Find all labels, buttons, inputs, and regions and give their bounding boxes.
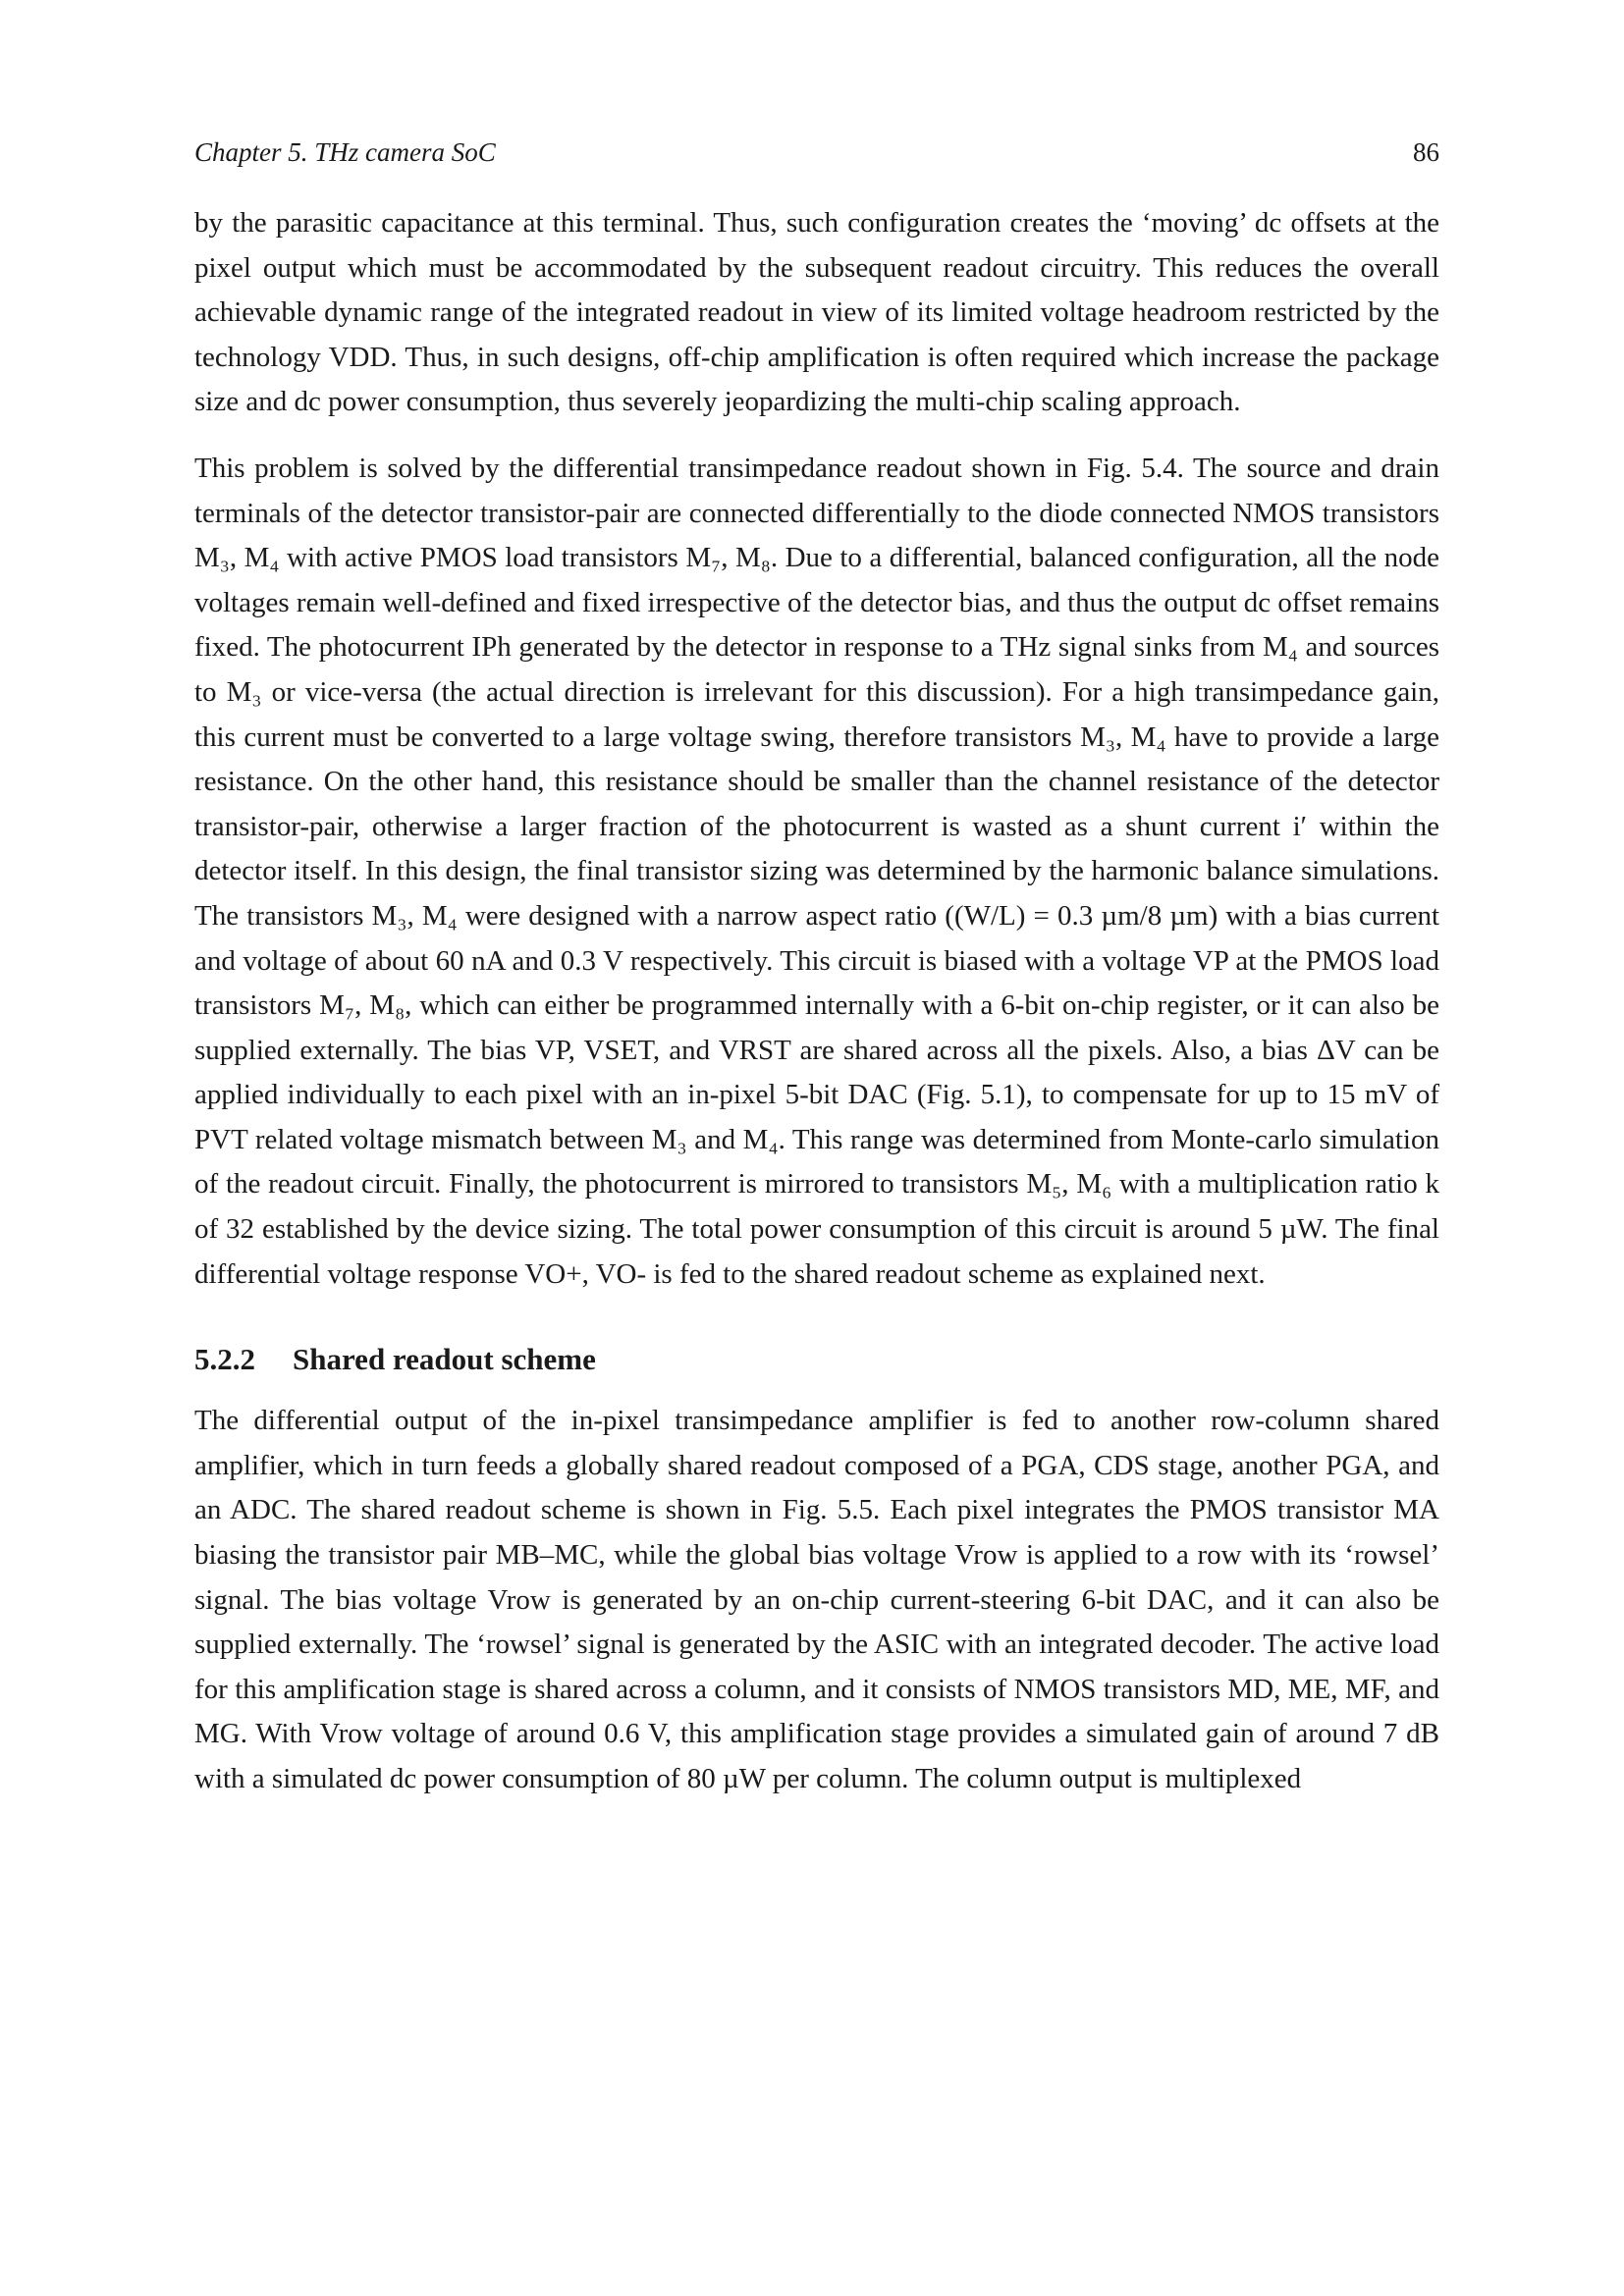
page-number: 86 (1413, 137, 1439, 167)
section-heading (194, 1342, 1439, 1377)
section-title: Shared readout scheme (293, 1342, 596, 1377)
section-number: 5.2.2 (194, 1342, 255, 1377)
running-header (194, 137, 1439, 168)
page (194, 137, 1439, 1824)
paragraph-3: The differential output of the in-pixel transimpedance amplifier is fed to another row-column shared amplifier, which in turn feeds a globally shared readout composed of a PGA, CDS stage, another PGA, and an ADC. The shared readout scheme is shown in Fig. 5.5. Each pixel integrates the PMOS transistor MA biasing the transistor pair MB–MC, while the global bias voltage Vrow is applied to a row with its ‘rowsel’ signal. The bias voltage Vrow is generated by an on-chip current-steering 6-bit DAC, and it can also be supplied externally. The ‘rowsel’ signal is generated by the ASIC with an integrated decoder. The active load for this amplification stage is shared across a column, and it consists of NMOS transistors MD, ME, MF, and MG. With Vrow voltage of around 0.6 V, this amplification stage provides a simulated gain of around 7 dB with a simulated dc power consumption of 80 µW per column. The column output is multiplexed (194, 1405, 1439, 1794)
chapter-title: Chapter 5. THz camera SoC (194, 137, 496, 167)
paragraph-2: This problem is solved by the differential transimpedance readout shown in Fig. 5.4. The source and drain terminals of the detector transistor-pair are connected differentially to the diode connected NMOS transistors M₃, M₄ with active PMOS load transistors M₇, M₈. Due to a differential, balanced configuration, all the node voltages remain well-defined and fixed irrespective of the detector bias, and thus the output dc offset remains fixed. The photocurrent IPh generated by the detector in response to a THz signal sinks from M₄ and sources to M₃ or vice-versa (the actual direction is irrelevant for this discussion). For a high transimpedance gain, this current must be converted to a large voltage swing, therefore transistors M₃, M₄ have to provide a large resistance. On the other hand, this resistance should be smaller than the channel resistance of the detector transistor-pair, otherwise a larger fraction of the photocurrent is wasted as a shunt current i′ within the detector itself. In this design, the final transistor sizing was determined by the harmonic balance simulations. The transistors M₃, M₄ were designed with a narrow aspect ratio ((W/L) = 0.3 µm/8 µm) with a bias current and voltage of about 60 nA and 0.3 V respectively. This circuit is biased with a voltage VP at the PMOS load transistors M₇, M₈, which can either be programmed internally with a 6-bit on-chip register, or it can also be supplied externally. The bias VP, VSET, and VRST are shared across all the pixels. Also, a bias ΔV can be applied individually to each pixel with an in-pixel 5-bit DAC (Fig. 5.1), to compensate for up to 15 mV of PVT related voltage mismatch between M₃ and M₄. This range was determined from Monte-carlo simulation of the readout circuit. Finally, the photocurrent is mirrored to transistors M₅, M₆ with a multiplication ratio k of 32 established by the device sizing. The total power consumption of this circuit is around 5 µW. The final differential voltage response VO+, VO- is fed to the shared readout scheme as explained next. (194, 452, 1439, 1290)
paragraph-1: by the parasitic capacitance at this terminal. Thus, such configuration creates the ‘moving’ dc offsets at the pixel output which must be accommodated by the subsequent readout circuitry. This reduces the overall achievable dynamic range of the integrated readout in view of its limited voltage headroom restricted by the technology VDD. Thus, in such designs, off-chip amplification is often required which increase the package size and dc power consumption, thus severely jeopardizing the multi-chip scaling approach. (194, 207, 1439, 418)
